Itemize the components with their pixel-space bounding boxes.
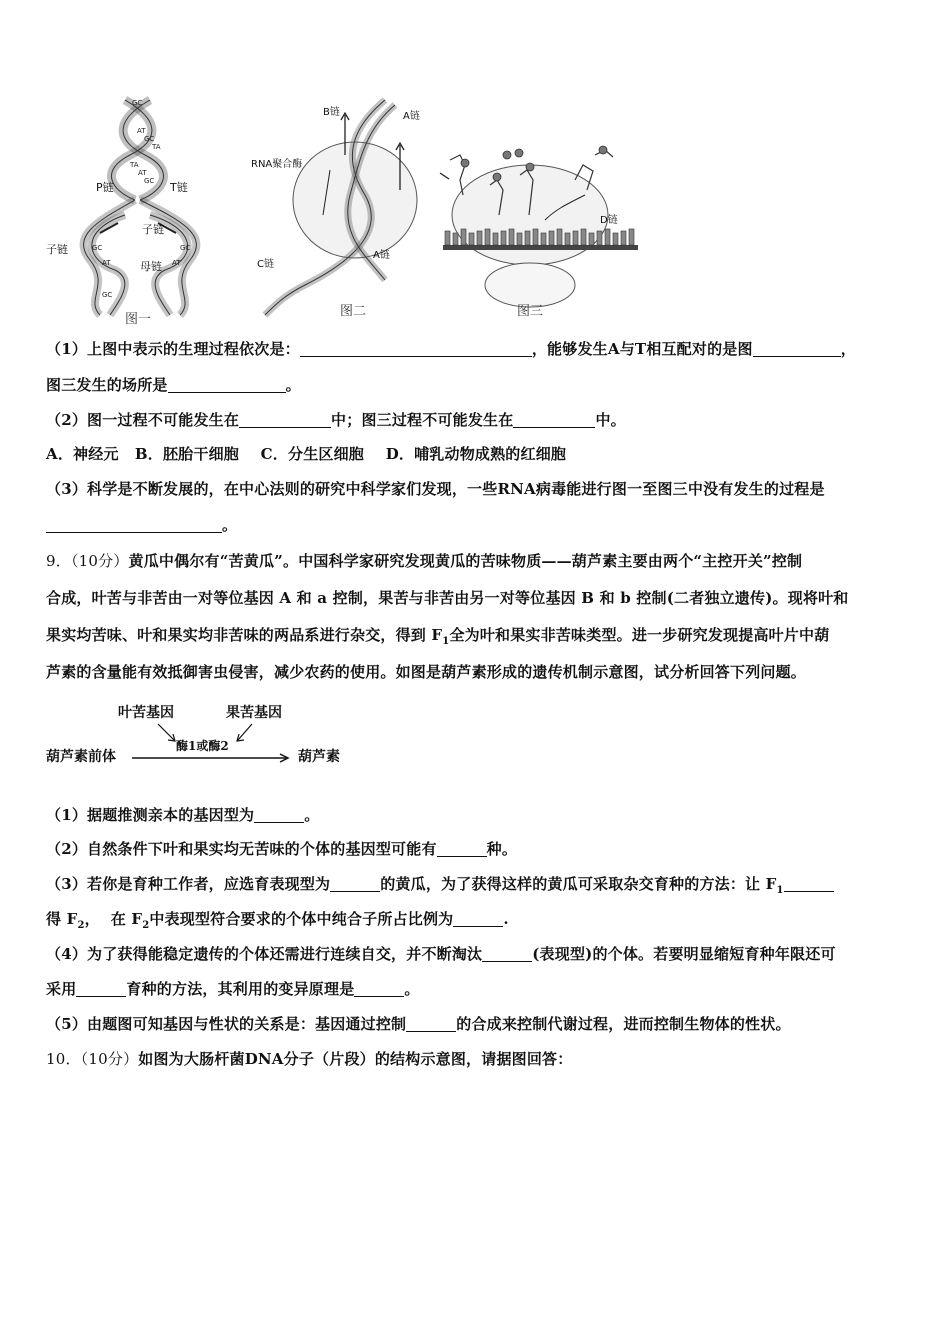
q8-blank-figure3-cell[interactable] (513, 412, 595, 428)
q9-intro-line4: 芦素的含量能有效抵御害虫侵害，减少农药的使用。如图是葫芦素形成的遗传机制示意图，试分析回答下列问题。 (46, 663, 807, 681)
base-pair-label: GC (92, 244, 103, 252)
q8-blank-figure3-site[interactable] (168, 377, 286, 393)
rna-polymerase-label: RNA聚合酶 (251, 159, 303, 170)
q9-blank-parent-genotype[interactable] (254, 807, 304, 823)
figure-2-svg (245, 95, 435, 325)
q9-blank-variation-principle[interactable] (354, 981, 404, 997)
q8-blank-missing-process[interactable] (46, 517, 222, 533)
gene-mechanism-diagram (46, 700, 366, 780)
q8-part2: （2）图一过程不可能发生在 中；图三过程不可能发生在 中。 (46, 411, 626, 429)
precursor-label: 葫芦素前体 (46, 749, 116, 765)
q9-blank-f1-method[interactable] (784, 876, 834, 892)
q9-blank-controlled-substance[interactable] (406, 1016, 456, 1032)
q8-part3-line2: 。 (46, 514, 237, 535)
figure-2-caption: 图二 (340, 304, 367, 319)
q9-sub5: （5）由题图可知基因与性状的关系是：基因通过控制 的合成来控制代谢过程，进而控制生物体的性状。 (46, 1015, 791, 1033)
b-chain-label: B链 (323, 107, 340, 118)
gene-diagram-svg (46, 700, 366, 780)
q9-blank-genotype-count[interactable] (437, 841, 487, 857)
q8-part3-line1: （3）科学是不断发展的，在中心法则的研究中科学家们发现，一些RNA病毒能进行图一至图三中没有发生的过程是 (46, 480, 825, 498)
figure-1-dna-replication (40, 95, 240, 325)
q8-options: A．神经元 B．胚胎干细胞 C．分生区细胞 D．哺乳动物成熟的红细胞 (46, 445, 567, 463)
figure-1-caption: 图一 (125, 312, 152, 327)
daughter-chain-label: 子链 (142, 223, 164, 236)
parent-chain-label: 母链 (140, 260, 162, 273)
enzyme-label: 酶1或酶2 (176, 739, 229, 753)
figure-2-transcription (245, 95, 435, 325)
q9-sub1: （1）据题推测亲本的基因型为 。 (46, 806, 320, 824)
q10-number: 10．（10分） (46, 1050, 139, 1068)
base-pair-label: GC (102, 291, 113, 299)
figure-3-svg (435, 95, 650, 325)
q8-part1-line1: （1）上图中表示的生理过程依次是： ，能够发生A与T相互配对的是图 ， (46, 340, 856, 358)
c-chain-label: C链 (257, 259, 274, 270)
figure-3-translation (435, 95, 650, 325)
q8-blank-at-pair-figure[interactable] (753, 341, 841, 357)
q9-number: 9．（10分） (46, 552, 129, 570)
q9-sub3-line1: （3）若你是育种工作者，应选育表现型为 的黄瓜，为了获得这样的黄瓜可采取杂交育种的方法：让 $F_1$ (46, 873, 834, 896)
base-pair-label: AT (102, 259, 111, 267)
q9-sub3-line2: 得 $F_2$， 在 $F_2$中表现型符合要求的个体中纯合子所占比例为 . (46, 910, 509, 931)
q9-blank-phenotype[interactable] (330, 876, 380, 892)
base-pair-label: AT (138, 169, 147, 177)
base-pair-label: GC (132, 99, 143, 107)
fruit-bitter-gene-label: 果苦基因 (226, 705, 282, 721)
q8-part1-line2: 图三发生的场所是 。 (46, 376, 301, 394)
a-chain-bottom-label: A链 (373, 250, 390, 261)
q9-sub2: （2）自然条件下叶和果实均无苦味的个体的基因型可能有 种。 (46, 840, 518, 858)
leaf-bitter-gene-label: 叶苦基因 (118, 705, 174, 721)
q9-sub4-line2: 采用 育种的方法，其利用的变异原理是 。 (46, 980, 420, 998)
q9-sub4-line1: （4）为了获得能稳定遗传的个体还需进行连续自交，并不断淘汰 (表现型)的个体。若要明显缩短育种年限还可 (46, 945, 836, 963)
base-pair-label: GC (144, 135, 155, 143)
q9-intro-line1: 9．（10分）黄瓜中偶尔有“苦黄瓜”。中国科学家研究发现黄瓜的苦味物质——葫芦素主要由两个“主控开关”控制 (46, 552, 803, 570)
figure-row (40, 95, 650, 325)
q9-intro-line2: 合成，叶苦与非苦由一对等位基因 A 和 a 控制，果苦与非苦由另一对等位基因 B 和 b 控制(二者独立遗传)。现将叶和 (46, 589, 849, 607)
base-pair-label: AT (172, 259, 181, 267)
a-chain-top-label: A链 (403, 111, 420, 122)
q9-blank-homozygote-ratio[interactable] (453, 911, 503, 927)
p-chain-label: P链 (96, 181, 114, 194)
base-pair-label: GC (180, 244, 191, 252)
q9-intro-line3: 果实均苦味、叶和果实均非苦味的两品系进行杂交，得到 $F_1$全为叶和果实非苦味类型。进一步研究发现提高叶片中葫 (46, 626, 830, 647)
d-chain-label: D链 (600, 215, 618, 226)
base-pair-label: GC (144, 177, 155, 185)
cucurbitacin-label: 葫芦素 (298, 749, 340, 765)
base-pair-label: AT (137, 127, 146, 135)
q9-blank-breeding-method[interactable] (76, 981, 126, 997)
q8-blank-processes[interactable] (300, 341, 532, 357)
q10-intro: 10．（10分）如图为大肠杆菌DNA分子（片段）的结构示意图，请据图回答： (46, 1050, 573, 1068)
q8-blank-figure1-cell[interactable] (239, 412, 331, 428)
base-pair-label: TA (152, 143, 161, 151)
figure-3-caption: 图三 (517, 304, 544, 319)
base-pair-label: TA (130, 161, 139, 169)
t-chain-label: T链 (170, 181, 188, 194)
figure-1-svg (40, 95, 240, 325)
q9-blank-eliminated-phenotype[interactable] (482, 946, 532, 962)
daughter-chain-left-label: 子链 (46, 243, 68, 256)
